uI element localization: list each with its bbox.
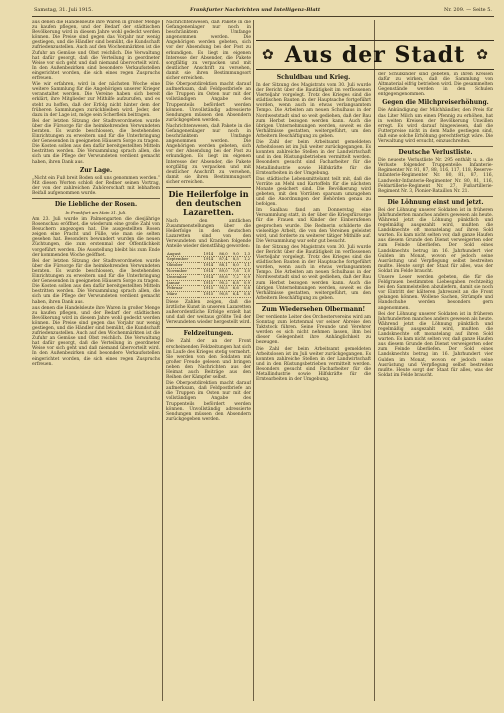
table-cell: 1915 <box>198 292 214 298</box>
column-divider <box>253 20 254 701</box>
table-cell: 90,5 <box>214 286 228 292</box>
table-cell: 90,2 <box>214 280 228 286</box>
table-cell: Oktober <box>166 263 198 269</box>
article-text: In der Sitzung des Magistrats vom 30. Juli wurde der Bericht über die Bautätigkeit im verflossenen Vierteljahr vorgelegt. Trotz des Krieges sind die städtischen Bauten in der Hauptsache fortgeführt worden, wenn auch in etwas verlangsamtem Tempo. Die Arbeiten am neuen Schulhaus in der Nordweststadt sind so weit gediehen, daß der Bau zum Herbst bezogen werden kann. Auch die übrigen Unternehmungen werden, soweit es die Verhältnisse gestatten, weitergeführt, um den Arbeitern Beschäftigung zu geben. <box>256 83 371 139</box>
article-text: Die Oberpostdirektion macht darauf aufmerksam, daß Feldpostbriefe an die Truppen im Osten nur mit der vollständigen Angabe des Truppenteils befördert werden können. Unvollständig adressierte Sendungen müssen den Absendern zurückgegeben werden. <box>166 82 251 123</box>
article-text: Am 23. Juli wurde im Palmengarten die diesjährige Rosenschau eröffnet, die wiederum eine große Zahl von Besuchern angezogen hat. Die ausgestellten Rosen zeigen eine Pracht und Fülle, wie man sie selten gesehen hat. Besonders bewundert wurden die neuen Züchtungen, die zum erstenmal der Öffentlichkeit vorgeführt werden. Die Ausstellung bleibt bis zum Ende der kommenden Woche geöffnet. <box>32 217 160 258</box>
article-text: Unsere Leser werden gebeten, die für die Feldgrauen bestimmten Liebesgaben rechtzeitig bei den Sammelstellen abzuliefern, damit sie noch vor Eintritt der kälteren Jahreszeit an die Front gelangen können. Wollene Sachen, Strümpfe und Handschuhe werden besonders gern angenommen. <box>378 275 493 311</box>
column-divider <box>162 20 163 701</box>
article-heading: Schuldbau und Krieg. <box>276 74 351 81</box>
table-cell: September <box>166 257 198 263</box>
table-cell: 7,2 <box>229 274 240 280</box>
article-divider <box>378 196 493 197</box>
table-cell: November <box>166 268 198 274</box>
table-cell: 90,8 <box>214 292 228 298</box>
column-divider <box>374 20 375 701</box>
article-text: „Nicht ein Fuß breit Boden soll uns genommen werden.“ Mit diesen Worten schloß der Redner seinen Vortrag, der von der zahlreichen Zuhörerschaft mit lebhaftem Beifall aufgenommen wurde. <box>32 175 160 196</box>
issue-number: Nr. 209. — Seite 5. <box>443 7 492 13</box>
article-heading: Zum Wiedersehen Olbermann! <box>261 305 366 313</box>
table-cell: 0,9 <box>240 280 251 286</box>
article-text: Im Saalbau fand am Donnerstag eine Versammlung statt, in der über die Kriegsfürsorge für die Frauen und Kinder der Einberufenen gesprochen wurde. Die Rednerin schilderte die vielseitige Arbeit, die von den Vereinen geleistet wird, und forderte zu weiterer tätiger Mithilfe auf. Die Versammlung war sehr gut besucht. <box>256 208 371 244</box>
article-divider <box>166 327 251 328</box>
article-divider <box>166 187 251 188</box>
table-cell: 1914 <box>198 257 214 263</box>
table-cell: 89,6 <box>214 274 228 280</box>
article-heading: Zur Lage. <box>79 166 113 174</box>
ornament-icon: ✿ <box>476 47 488 63</box>
table-cell: 1914 <box>198 268 214 274</box>
article-text: aus denen die Handelsleute ihre Waren in großer Menge zu kaufen pflegen, und der Bedarf der städtischen Bevölkerung wird in diesem Jahre wohl gedeckt werden können. Die Preise sind gegen das Vorjahr nur wenig gestiegen, und die Händler sind bemüht, die Kundschaft zufriedenzustellen. Auch auf den Wochenmärkten ist die Zufuhr an Gemüse und Obst reichlich. Die Verwaltung hat dafür gesorgt, daß die Verteilung in geordneter Weise vor sich geht und daß niemand übervorteilt wird. In den Außenbezirken sind besondere Verkaufsstellen eingerichtet worden, die sich eines regen Zuspruchs erfreuen. <box>32 20 160 82</box>
article-heading: Die Löhnung einst und jetzt. <box>387 198 484 206</box>
table-cell: Februar <box>166 286 198 292</box>
table-cell: März <box>166 292 198 298</box>
table-cell: 6,6 <box>229 286 240 292</box>
article-text: der Schulkinder sind gebeten, in ihren Kreisen dafür zu wirken, daß die Sammlung von Altmaterial eifrig betrieben wird. Die gesammelten Gegenstände werden in den Schulen entgegengenommen. <box>378 72 493 98</box>
table-cell: 1914 <box>198 263 214 269</box>
article-text: Nachrichtenwesen, daß Pakete in die Gefangenenlager nur noch in beschränktem Umfange angenommen werden. Die Angehörigen werden gebeten, sich vor der Absendung bei der Post zu erkundigen. Es liegt im eigenen Interesse der Absender, die Pakete sorgfältig zu verpacken und mit deutlicher Anschrift zu versehen, damit sie ihren Bestimmungsort sicher erreichen. <box>166 123 251 185</box>
table-cell: 1915 <box>198 280 214 286</box>
article-text: Bei der Löhnung unserer Soldaten ist in früheren Jahrhunderten manches anders gewesen als heute. Während jetzt die Löhnung pünktlich und regelmäßig ausgezahlt wird, mußten die Landsknechte oft monatelang auf ihren Sold warten. Es kam nicht selten vor, daß ganze Haufen aus diesem Grunde den Dienst verweigerten oder zum Feinde überliefen. Der Sold eines Landsknechts betrug im 16. Jahrhundert vier Gulden im Monat, wovon er jedoch seine Ausrüstung und Verpflegung selbst bestreiten mußte. Heute sorgt der Staat für alles, was der Soldat im Felde braucht. <box>378 311 493 378</box>
article-text: Bei der letzten Sitzung der Stadtverordneten wurde über die Fürsorge für die heimkehrenden Verwundeten beraten. Es wurde beschlossen, die bestehenden Einrichtungen zu erweitern und für die Unterbringung der Genesenden in geeigneten Häusern Sorge zu tragen. Die Kosten sollen aus den dafür bereitgestellten Mitteln bestritten werden. Die Versammlung sprach allen, die sich um die Pflege der Verwundeten verdient gemacht haben, ihren Dank aus. <box>32 118 160 165</box>
article-text: Diese Zahlen zeigen, daß die ärztliche Kunst in unseren Lazaretten außerordentliche Erfolge erzielt hat und daß der weitaus größte Teil der Verwundeten wieder hergestellt wird. <box>166 299 251 326</box>
table-cell: 88,1 <box>214 263 228 269</box>
article-heading: Feldzeitungen. <box>183 330 234 338</box>
article-text: Die neueste Verlustliste Nr. 295 enthält u. a. die Verluste folgender Truppenteile: Infanterie-Regimenter Nr. 81, 87, 88, 116, 117, 118, Reserve-Infanterie-Regimenter Nr. 80, 81, 87, 116, Landwehr-Infanterie-Regimenter Nr. 80, 81, 116, Feldartillerie-Regiment Nr. 27, Fußartillerie-Regiment Nr. 3, Pionier-Bataillon Nr. 21. <box>378 158 493 194</box>
section-title: Aus der Stadt <box>284 42 466 68</box>
article-heading: Deutsche Verlustliste. <box>398 149 473 157</box>
table-row <box>166 292 251 298</box>
article-subheading: In Frankfurt am Main 31. Juli. <box>65 210 127 215</box>
article-text: Der verdiente Leiter des Orchestervereins wird am Sonntag zum letztenmal vor seiner Abreise den Taktstock führen. Seine Freunde und Verehrer werden es sich nicht nehmen lassen, ihm bei dieser Gelegenheit ihre Anhänglichkeit zu bezeugen. <box>256 314 371 346</box>
table-cell: 89,0 <box>214 268 228 274</box>
article-text: Nachrichtenwesen, daß Pakete in die Gefangenenlager nur noch in beschränktem Umfange angenommen werden. Die Angehörigen werden gebeten, sich vor der Absendung bei der Post zu erkundigen. Es liegt im eigenen Interesse der Absender, die Pakete sorgfältig zu verpacken und mit deutlicher Anschrift zu versehen, damit sie ihren Bestimmungsort sicher erreichen. <box>166 20 251 82</box>
table-cell: 6,8 <box>229 280 240 286</box>
column-3-top <box>256 20 371 40</box>
article-heading: Die Liebliche der Rosen. <box>54 201 138 208</box>
table-cell: 1,2 <box>240 257 251 263</box>
masthead: Frankfurter Nachrichten und Intelligenz-Blatt <box>190 7 321 13</box>
column-4 <box>378 72 493 701</box>
article-text: Nach den amtlichen Zusammenstellungen über die Heilerfolge in den deutschen Lazaretten sind von den Verwundeten und Kranken folgende Anteile wieder dienstfähig geworden: <box>166 219 251 250</box>
article-text: Die Oberpostdirektion macht darauf aufmerksam, daß Feldpostbriefe an die Truppen im Osten nur mit der vollständigen Angabe des Truppenteils befördert werden können. Unvollständig adressierte Sendungen müssen den Absendern zurückgegeben werden. <box>166 381 251 422</box>
table-cell: 1,0 <box>240 268 251 274</box>
column-3 <box>256 72 371 701</box>
article-text: aus denen die Handelsleute ihre Waren in großer Menge zu kaufen pflegen, und der Bedarf der städtischen Bevölkerung wird in diesem Jahre wohl gedeckt werden können. Die Preise sind gegen das Vorjahr nur wenig gestiegen, und die Händler sind bemüht, die Kundschaft zufriedenzustellen. Auch auf den Wochenmärkten ist die Zufuhr an Gemüse und Obst reichlich. Die Verwaltung hat dafür gesorgt, daß die Verteilung in geordneter Weise vor sich geht und daß niemand übervorteilt wird. In den Außenbezirken sind besondere Verkaufsstellen eingerichtet worden, die sich eines regen Zuspruchs erfreuen. <box>32 305 160 367</box>
article-heading: Gegen die Milchpreiserhöhung. <box>382 99 489 107</box>
article-text: Die Zahl der beim Arbeitsamt gemeldeten Arbeitslosen ist im Juli weiter zurückgegangen. Es konnten zahlreiche Stellen in der Landwirtschaft und in den Rüstungsbetrieben vermittelt werden. Besonders gesucht sind Facharbeiter für die Metallindustrie sowie Hilfskräfte für die Erntearbeiten in der Umgebung. <box>256 140 371 176</box>
article-text: Die Zahl der an der Front erscheinenden Feldzeitungen hat sich im Laufe des Krieges stetig vermehrt. Sie werden von den Soldaten mit großer Freude gelesen und bringen neben den Nachrichten aus der Heimat auch Beiträge aus den Reihen der Kämpfer selbst. <box>166 339 251 381</box>
article-text: Die Zahl der beim Arbeitsamt gemeldeten Arbeitslosen ist im Juli weiter zurückgegangen. Es konnten zahlreiche Stellen in der Landwirtschaft und in den Rüstungsbetrieben vermittelt werden. Besonders gesucht sind Facharbeiter für die Metallindustrie sowie Hilfskräfte für die Erntearbeiten in der Umgebung. <box>256 346 371 383</box>
table-cell: August <box>166 252 198 257</box>
table-cell: 87,4 <box>214 257 228 263</box>
column-2 <box>166 20 251 701</box>
table-cell: 7,6 <box>229 268 240 274</box>
table-cell: 8,5 <box>229 257 240 263</box>
table-cell: 1,1 <box>240 263 251 269</box>
article-text: Bei der Löhnung unserer Soldaten ist in früheren Jahrhunderten manches anders gewesen als heute. Während jetzt die Löhnung pünktlich und regelmäßig ausgezahlt wird, mußten die Landsknechte oft monatelang auf ihren Sold warten. Es kam nicht selten vor, daß ganze Haufen aus diesem Grunde den Dienst verweigerten oder zum Feinde überliefen. Der Sold eines Landsknechts betrug im 16. Jahrhundert vier Gulden im Monat, wovon er jedoch seine Ausrüstung und Verpflegung selbst bestreiten mußte. Heute sorgt der Staat für alles, was der Soldat im Felde braucht. <box>378 207 493 274</box>
article-text: Das städtische Lebensmittelamt teilt mit, daß die Vorräte an Mehl und Kartoffeln für die nächsten Monate gesichert sind. Die Bevölkerung wird gebeten, mit den Vorräten sparsam umzugehen und die Anordnungen der Behörden genau zu befolgen. <box>256 176 371 208</box>
table-cell: 8,0 <box>229 263 240 269</box>
header-rule <box>32 16 494 17</box>
table-cell: 86,0 <box>214 252 228 257</box>
article-divider <box>32 198 160 199</box>
table-cell: 1,3 <box>240 252 251 257</box>
table-cell: 1914 <box>198 274 214 280</box>
section-banner <box>256 40 494 70</box>
article-text: Wie wir erfahren, wird in der nächsten Woche eine weitere Sammlung für die Angehörigen unserer Krieger veranstaltet werden. Die Vereine haben sich bereit erklärt, ihre Mitglieder zur Mithilfe aufzurufen, und es steht zu hoffen, daß der Erfolg nicht hinter dem der früheren Sammlungen zurückbleiben wird. Jeder, der dazu in der Lage ist, möge sein Scherflein beitragen. <box>32 82 160 118</box>
article-text: Die Ankündigung der Milchhändler, den Preis für das Liter Milch um einen Pfennig zu erhöhen, hat in weiten Kreisen der Bevölkerung Unwillen erregt. Es wird darauf hingewiesen, daß die Futterpreise nicht in dem Maße gestiegen sind, daß eine solche Erhöhung gerechtfertigt wäre. Die Verwaltung wird ersucht, einzuschreiten. <box>378 108 493 145</box>
article-heading: Die Heilerfolge in den deutschen Lazaretten. <box>168 189 249 217</box>
table-cell: 0,8 <box>240 286 251 292</box>
table-cell: 6,4 <box>229 292 240 298</box>
article-divider <box>378 146 493 147</box>
column-1 <box>32 20 160 701</box>
statistics-table <box>166 252 251 298</box>
ornament-icon: ✿ <box>262 47 274 63</box>
table-cell: 9,0 <box>229 252 240 257</box>
table-cell: 1915 <box>198 286 214 292</box>
table-cell: Januar <box>166 280 198 286</box>
article-text: Bei der letzten Sitzung der Stadtverordneten wurde über die Fürsorge für die heimkehrenden Verwundeten beraten. Es wurde beschlossen, die bestehenden Einrichtungen zu erweitern und für die Unterbringung der Genesenden in geeigneten Häusern Sorge zu tragen. Die Kosten sollen aus den dafür bereitgestellten Mitteln bestritten werden. Die Versammlung sprach allen, die sich um die Pflege der Verwundeten verdient gemacht haben, ihren Dank aus. <box>32 258 160 305</box>
article-text: In der Sitzung des Magistrats vom 30. Juli wurde der Bericht über die Bautätigkeit im verflossenen Vierteljahr vorgelegt. Trotz des Krieges sind die städtischen Bauten in der Hauptsache fortgeführt worden, wenn auch in etwas verlangsamtem Tempo. Die Arbeiten am neuen Schulhaus in der Nordweststadt sind so weit gediehen, daß der Bau zum Herbst bezogen werden kann. Auch die übrigen Unternehmungen werden, soweit es die Verhältnisse gestatten, weitergeführt, um den Arbeitern Beschäftigung zu geben. <box>256 244 371 301</box>
table-cell: 0,9 <box>240 274 251 280</box>
table-cell: 0,8 <box>240 292 251 298</box>
table-cell: Dezember <box>166 274 198 280</box>
article-divider <box>256 303 371 304</box>
issue-date: Samstag, 31. Juli 1915. <box>34 7 93 13</box>
table-cell: 1914 <box>198 252 214 257</box>
